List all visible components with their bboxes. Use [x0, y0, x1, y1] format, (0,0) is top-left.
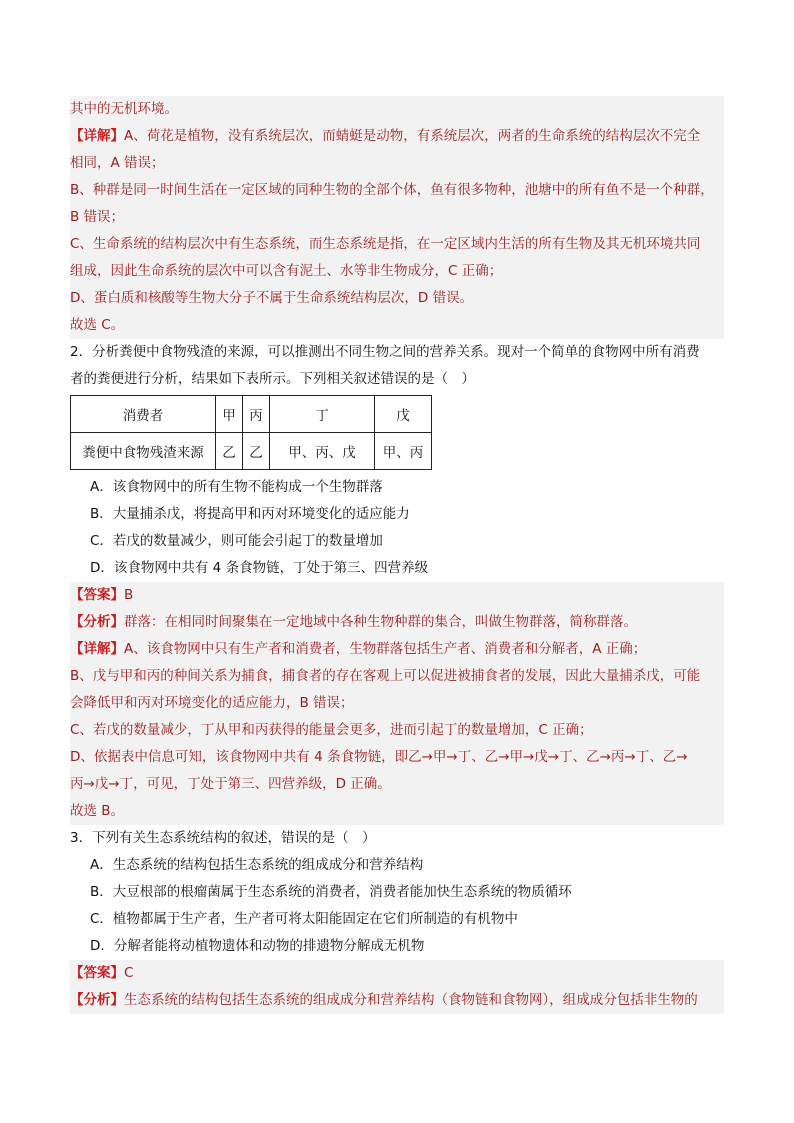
table-cell: 乙	[243, 433, 270, 470]
detail-line: 【详解】A、荷花是植物，没有系统层次，而蜻蜓是动物，有系统层次，两者的生命系统的结构层次不完全	[70, 123, 724, 150]
answer-value: B	[124, 587, 134, 603]
question-2-stem: 2．分析粪便中食物残渣的来源，可以推测出不同生物之间的营养关系。现对一个简单的食物网中所有消费	[70, 344, 700, 360]
feces-source-table	[70, 395, 432, 470]
option-a: A．该食物网中的所有生物不能构成一个生物群落	[90, 479, 383, 495]
option-d: D．分解者能将动植物遗体和动物的排遗物分解成无机物	[90, 938, 425, 954]
table-header-cell: 甲	[216, 396, 243, 433]
answer-line: B 错误；	[70, 204, 724, 231]
answer-tag: 【答案】	[70, 965, 124, 981]
detail-line: C、若戊的数量减少，丁从甲和丙获得的能量会更多，进而引起丁的数量增加，C 正确；	[70, 717, 724, 744]
answer-tag: 【答案】	[70, 587, 124, 603]
answer-line	[70, 960, 724, 987]
table-header-cell: 丙	[243, 396, 270, 433]
detail-line: 故选 B。	[70, 798, 724, 825]
analysis-tag: 【分析】	[70, 614, 124, 630]
detail-tag: 【详解】	[70, 128, 124, 144]
answer-line: C、生命系统的结构层次中有生态系统，而生态系统是指，在一定区域内生活的所有生物及其无机环境共同	[70, 231, 724, 258]
detail-line: 【详解】A、该食物网中只有生产者和消费者，生物群落包括生产者、消费者和分解者，A 正确；	[70, 636, 724, 663]
document-page	[70, 96, 724, 1014]
table-cell: 甲、丙	[375, 433, 432, 470]
answer-line: D、蛋白质和核酸等生物大分子不属于生命系统结构层次，D 错误。	[70, 285, 724, 312]
detail-line: 丙→戊→丁，可见，丁处于第三、四营养级，D 正确。	[70, 771, 724, 798]
table-header-cell: 戊	[375, 396, 432, 433]
table-header-cell: 消费者	[71, 396, 216, 433]
table-cell: 甲、丙、戊	[270, 433, 375, 470]
question-3-stem: 3．下列有关生态系统结构的叙述，错误的是（ ）	[70, 830, 376, 846]
option-a: A．生态系统的结构包括生态系统的组成成分和营养结构	[90, 857, 424, 873]
analysis-line: 【分析】生态系统的结构包括生态系统的组成成分和营养结构（食物链和食物网），组成成分包括非生物的	[70, 987, 724, 1014]
detail-line: 会降低甲和丙对环境变化的适应能力，B 错误；	[70, 690, 724, 717]
answer-line	[70, 582, 724, 609]
answer-line: 其中的无机环境。	[70, 96, 724, 123]
table-row	[71, 396, 432, 433]
question-2-stem: 者的粪便进行分析，结果如下表所示。下列相关叙述错误的是（ ）	[70, 371, 475, 387]
option-b: B．大豆根部的根瘤菌属于生态系统的消费者，消费者能加快生态系统的物质循环	[90, 884, 572, 900]
table-row	[71, 433, 432, 470]
answer-line: 组成，因此生命系统的层次中可以含有泥土、水等非生物成分，C 正确；	[70, 258, 724, 285]
answer-value: C	[124, 965, 134, 981]
table-header-cell: 丁	[270, 396, 375, 433]
option-c: C．若戊的数量减少，则可能会引起丁的数量增加	[90, 533, 383, 549]
detail-tag: 【详解】	[70, 641, 124, 657]
answer-line: 相同，A 错误；	[70, 150, 724, 177]
option-b: B．大量捕杀戊，将提高甲和丙对环境变化的适应能力	[90, 506, 410, 522]
detail-line: B、戊与甲和丙的种间关系为捕食，捕食者的存在客观上可以促进被捕食者的发展，因此大量捕杀戊，可能	[70, 663, 724, 690]
detail-line: D、依据表中信息可知，该食物网中共有 4 条食物链，即乙→甲→丁、乙→甲→戊→丁、乙→丙→丁、乙→	[70, 744, 724, 771]
answer-line: B、种群是同一时间生活在一定区域的同种生物的全部个体，鱼有很多物种，池塘中的所有鱼不是一个种群，	[70, 177, 724, 204]
table-cell: 乙	[216, 433, 243, 470]
analysis-tag: 【分析】	[70, 992, 124, 1008]
analysis-line: 【分析】群落：在相同时间聚集在一定地域中各种生物种群的集合，叫做生物群落，简称群落。	[70, 609, 724, 636]
answer-line: 故选 C。	[70, 312, 724, 339]
table-cell: 粪便中食物残渣来源	[71, 433, 216, 470]
option-c: C．植物都属于生产者，生产者可将太阳能固定在它们所制造的有机物中	[90, 911, 518, 927]
option-d: D．该食物网中共有 4 条食物链，丁处于第三、四营养级	[90, 560, 429, 576]
